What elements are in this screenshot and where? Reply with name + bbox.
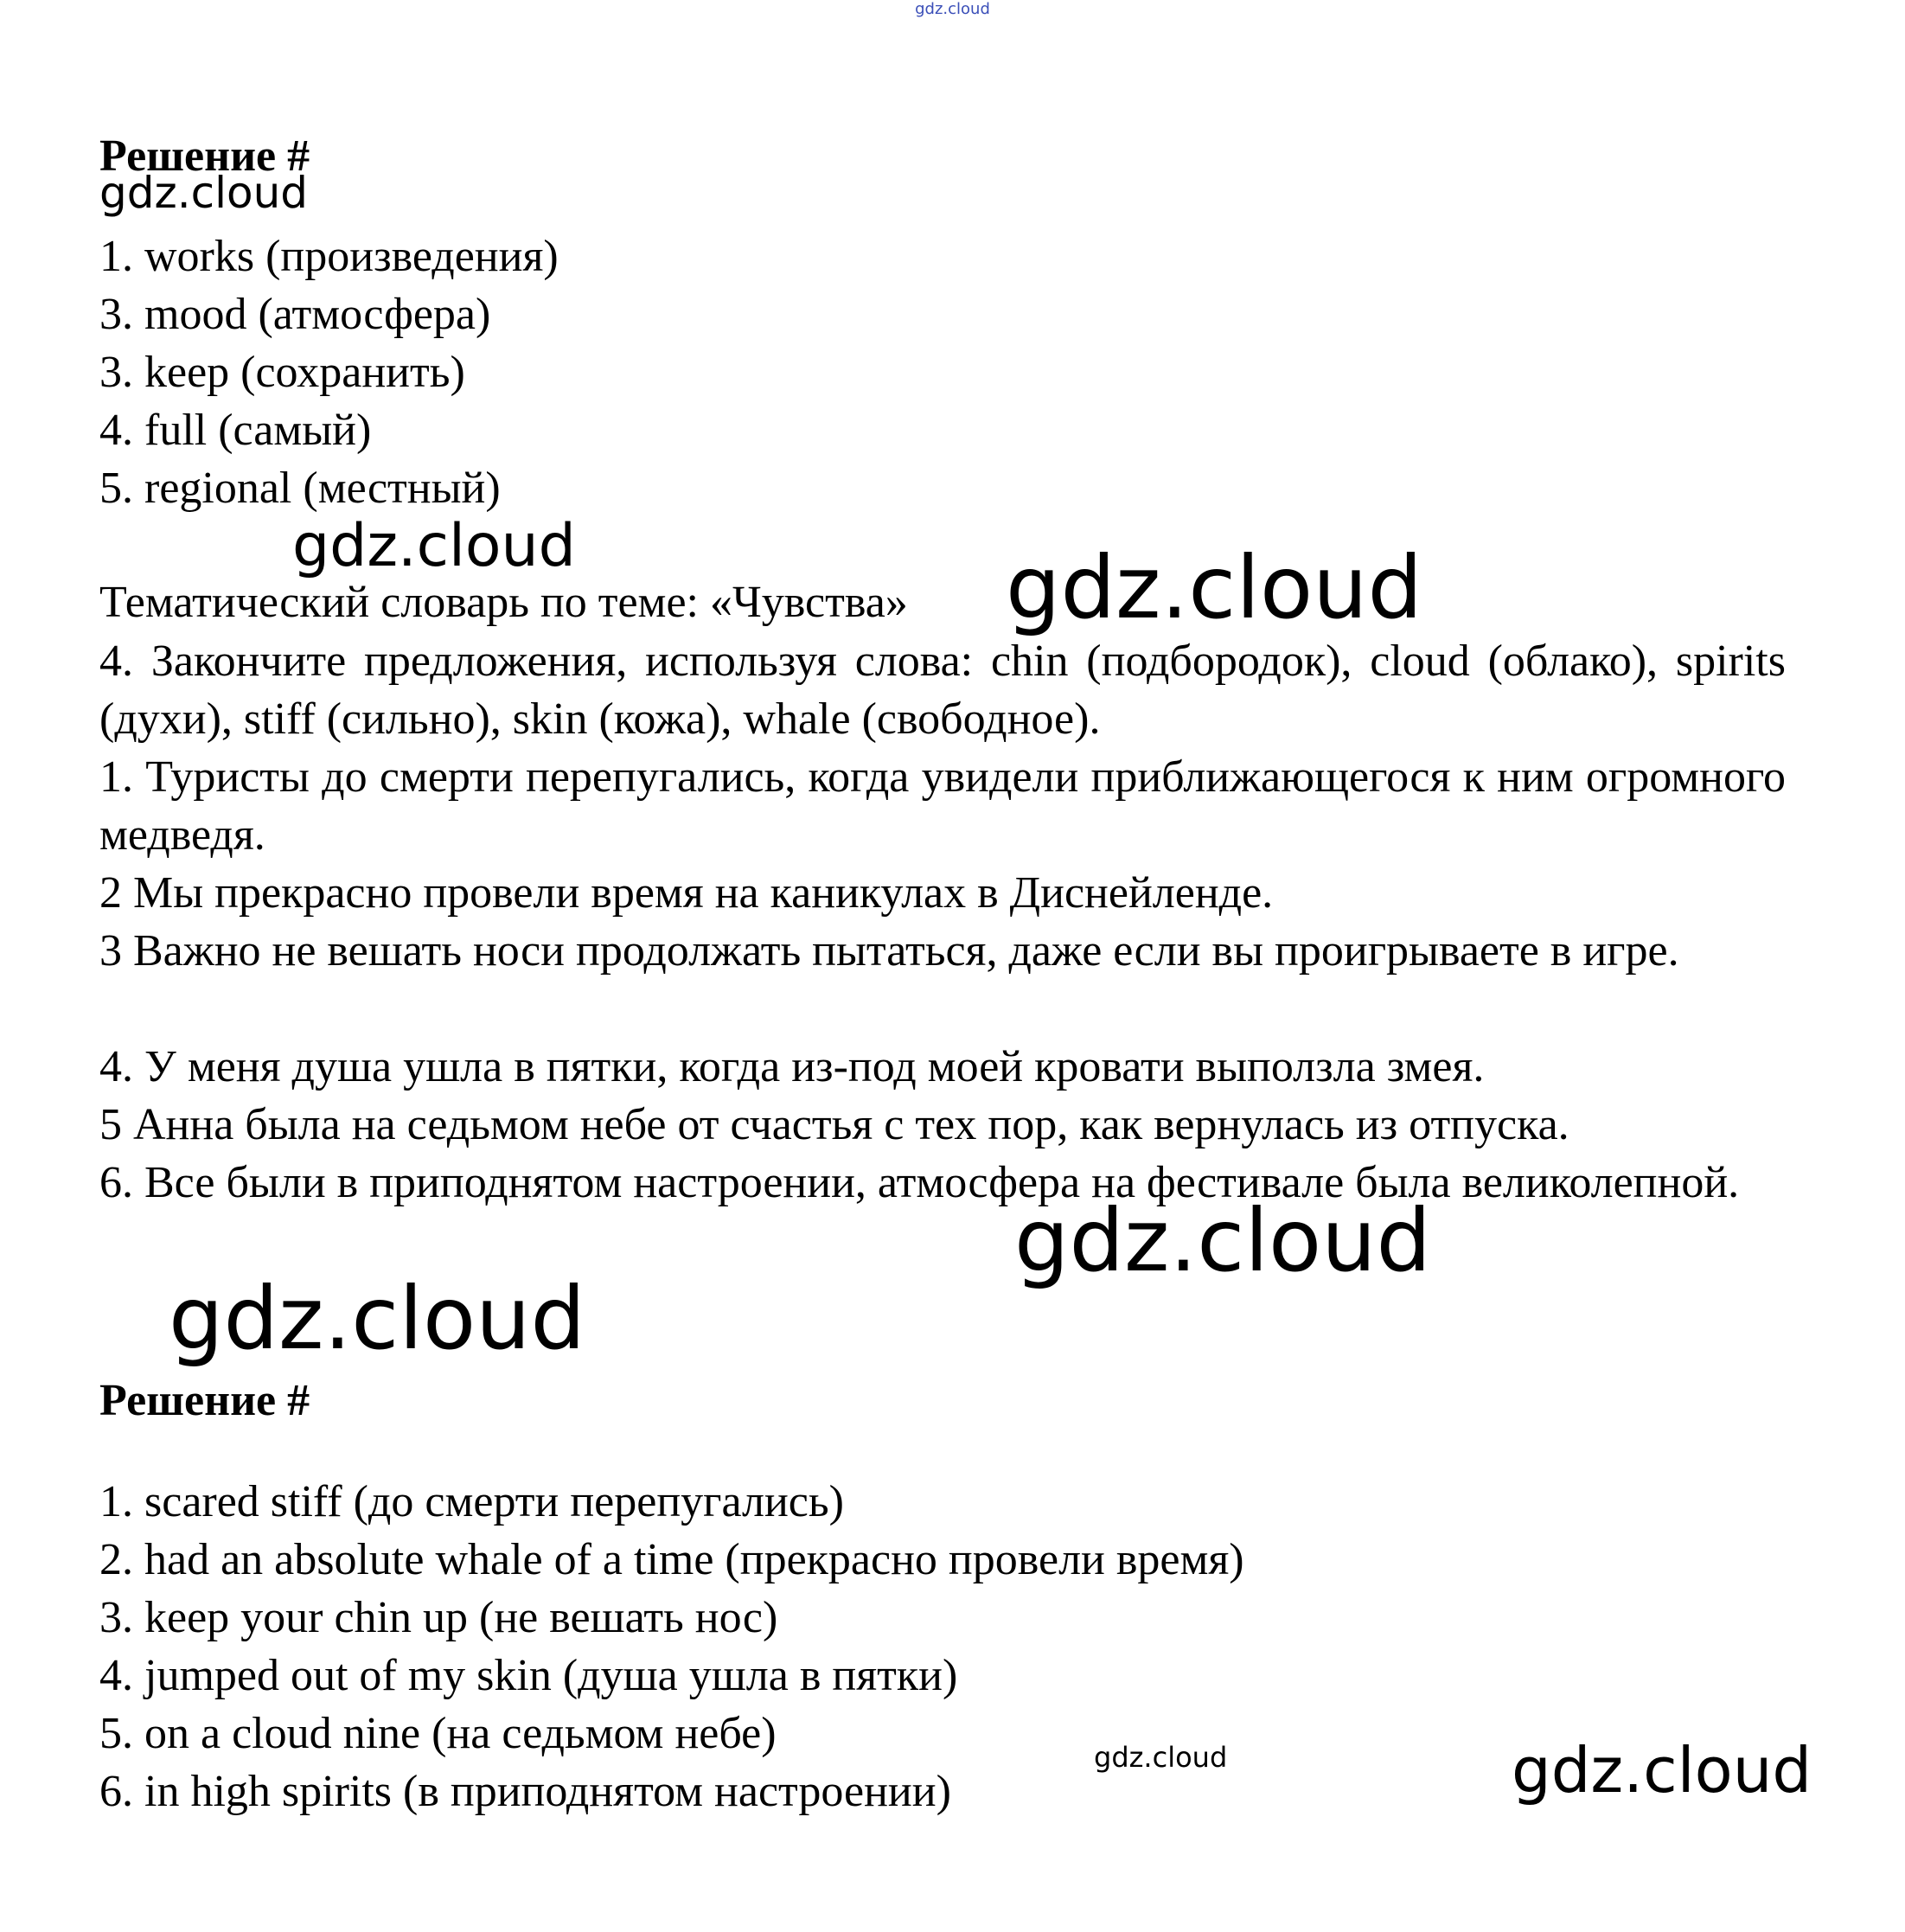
watermark-under-heading: gdz.cloud [99,168,309,218]
answer-item: 5. regional (местный) [99,464,501,513]
watermark-mid-large: gdz.cloud [1006,537,1423,638]
task-sentence: 2 Мы прекрасно провели время на каникулах в Диснейленде. [99,868,1274,918]
answer-item: 3. keep your chin up (не вешать нос) [99,1593,778,1642]
answer-item: 2. had an absolute whale of a time (прекрасно провели время) [99,1535,1244,1584]
answer-item: 6. in high spirits (в приподнятом настроении) [99,1767,951,1816]
answer-item: 1. scared stiff (до смерти перепугались) [99,1477,844,1526]
answer-list-2 [99,1473,1244,1820]
answer-item: 3. mood (атмосфера) [99,290,491,339]
task-sentence: 5 Анна была на седьмом небе от счастья с тех пор, как вернулась из отпуска. [99,1100,1569,1149]
task-sentence: 6. Все были в приподнятом настроении, атмосфера на фестивале была великолепной. [99,1158,1740,1207]
answer-list-1 [99,227,559,517]
watermark-mid-left: gdz.cloud [292,512,576,580]
watermark-top: gdz.cloud [915,0,990,18]
task-sentence: 3 Важно не вешать носи продолжать пытаться, даже если вы проигрываете в игре. [99,926,1679,976]
task-instruction: 4. Закончите предложения, используя слова: chin (подбородок), cloud (облако), spirits (духи), stiff (сильно), skin (кожа), whale (свободное). [99,637,1786,744]
task-sentence: 4. У меня душа ушла в пятки, когда из-под моей кровати выползла змея. [99,1042,1485,1091]
task-sentence: 1. Туристы до смерти перепугались, когда увидели приближающегося к ним огромного медведя. [99,752,1786,860]
watermark-lower-left: gdz.cloud [169,1268,586,1369]
answer-item: 5. on a cloud nine (на седьмом небе) [99,1709,777,1758]
solution-heading-1: Решение # [99,131,310,181]
watermark-bottom-right: gdz.cloud [1512,1734,1812,1807]
answer-item: 3. keep (сохранить) [99,348,465,397]
answer-item: 1. works (произведения) [99,232,559,281]
answer-item: 4. full (самый) [99,406,372,455]
watermark-bottom-small: gdz.cloud [1094,1741,1228,1774]
answer-item: 4. jumped out of my skin (душа ушла в пятки) [99,1651,958,1700]
vocabulary-title: Тематический словарь по теме: «Чувства» [99,578,908,627]
solution-heading-2: Решение # [99,1376,310,1425]
watermark-lower-right: gdz.cloud [1014,1190,1432,1291]
